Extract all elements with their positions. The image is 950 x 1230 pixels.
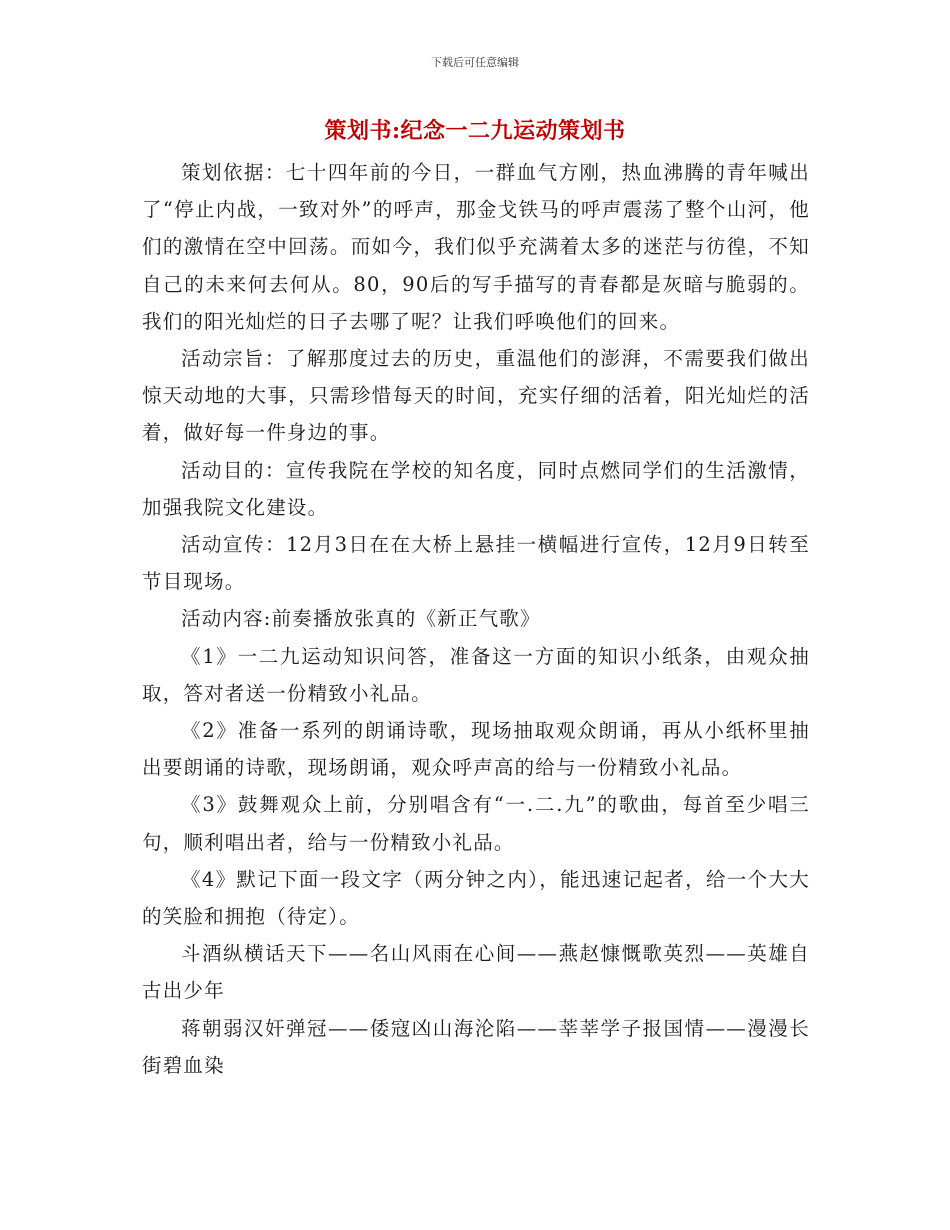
paragraph-content: 活动内容:前奏播放张真的《新正气歌》 [181, 607, 541, 631]
paragraph-goal: 活动目的：宣传我院在学校的知名度，同时点燃同学们的生活激情，加强我院文化建设。 [142, 458, 810, 519]
header-note: 下载后可任意编辑 [431, 56, 519, 69]
document-body [142, 154, 810, 1084]
paragraph-basis: 策划依据：七十四年前的今日，一群血气方刚，热血沸腾的青年喊出了“停止内战，一致对外”的呼声，那金戈铁马的呼声震荡了整个山河，他们的激情在空中回荡。而如今，我们似乎充满着太多的迷茫与彷徨，不知自己的未来何去何从。80，90后的写手描写的青春都是灰暗与脆弱的。我们的阳光灿烂的日子去哪了呢？让我们呼唤他们的回来。 [142, 161, 810, 333]
document-title: 策划书:纪念一二九运动策划书 [324, 118, 626, 144]
paragraph-publicity: 活动宣传：12月3日在在大桥上悬挂一横幅进行宣传，12月9日转至节目现场。 [142, 533, 810, 594]
paragraph-purpose: 活动宗旨：了解那度过去的历史，重温他们的澎湃，不需要我们做出惊天动地的大事，只需珍惜每天的时间，充实仔细的活着，阳光灿烂的活着，做好每一件身边的事。 [142, 347, 810, 445]
paragraph-verse-1: 斗酒纵横话天下——名山风雨在心间——燕赵慷慨歌英烈——英雄自古出少年 [142, 942, 810, 1003]
paragraph-item-4: 《4》默记下面一段文字（两分钟之内），能迅速记起者，给一个大大的笑脸和拥抱（待定）。 [142, 867, 810, 929]
paragraph-item-1: 《1》一二九运动知识问答，准备这一方面的知识小纸条，由观众抽取，答对者送一份精致小礼品。 [142, 644, 810, 705]
paragraph-verse-2: 蒋朝弱汉奸弹冠——倭寇凶山海沦陷——莘莘学子报国情——漫漫长街碧血染 [142, 1016, 810, 1077]
paragraph-item-2: 《2》准备一系列的朗诵诗歌，现场抽取观众朗诵，再从小纸杯里抽出要朗诵的诗歌，现场朗诵，观众呼声高的给与一份精致小礼品。 [142, 719, 810, 780]
paragraph-item-3: 《3》鼓舞观众上前，分别唱含有“一.二.九”的歌曲，每首至少唱三句，顺利唱出者，给与一份精致小礼品。 [142, 793, 810, 854]
